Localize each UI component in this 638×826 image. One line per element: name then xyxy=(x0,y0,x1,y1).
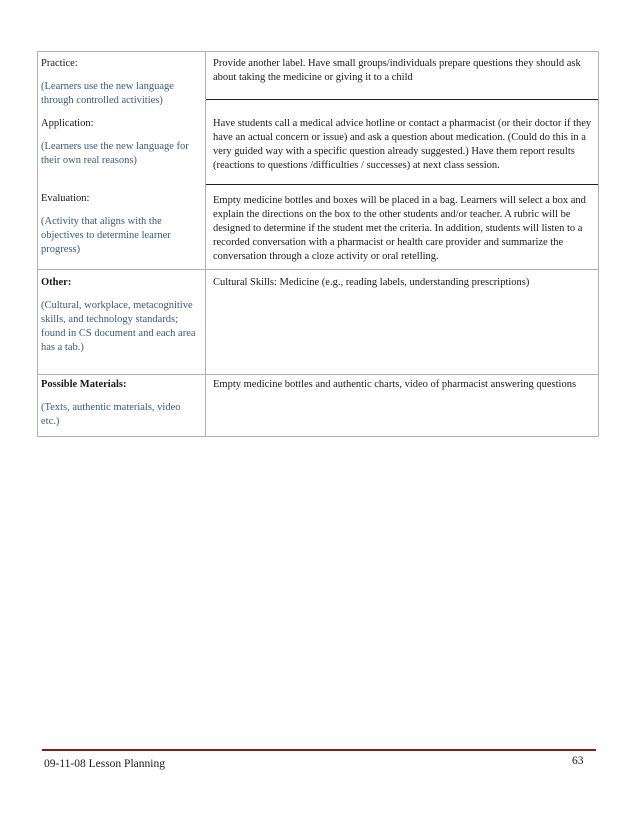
page-number: 63 xyxy=(572,755,584,767)
lesson-plan-table xyxy=(37,51,599,437)
column-divider xyxy=(205,52,206,436)
row-label: Possible Materials: xyxy=(41,379,127,390)
row-label-cell xyxy=(41,117,201,168)
row-label: Other: xyxy=(41,277,72,288)
row-label-cell xyxy=(41,276,201,355)
row-label: Practice: xyxy=(41,58,78,69)
row-label: Application: xyxy=(41,118,94,129)
row-description: (Learners use the new language through controlled activities) xyxy=(41,81,174,106)
row-description: (Cultural, workplace, metacognitive skills, and technology standards; found in CS document and each area has a tab.) xyxy=(41,300,196,353)
row-divider xyxy=(206,184,598,185)
row-divider xyxy=(206,99,598,100)
row-description: (Texts, authentic materials, video etc.) xyxy=(41,402,181,427)
row-description: (Activity that aligns with the objectives to determine learner progress) xyxy=(41,216,171,255)
row-label: Evaluation: xyxy=(41,193,90,204)
row-label-cell xyxy=(41,192,201,257)
row-description: (Learners use the new language for their own real reasons) xyxy=(41,141,189,166)
row-content: Provide another label. Have small groups/individuals prepare questions they should ask about taking the medicine or giving it to a child xyxy=(213,58,581,83)
row-content: Cultural Skills: Medicine (e.g., reading labels, understanding prescriptions) xyxy=(213,277,530,288)
footer-rule xyxy=(42,749,596,751)
footer-title: 09-11-08 Lesson Planning xyxy=(44,758,165,770)
row-content: Empty medicine bottles and boxes will be placed in a bag. Learners will select a box and explain the directions on the box to the other students and/or teacher. A rubric will be designed to determine if the student met the criteria. In addition, students will listen to a recorded conversation with a pharmacist or health care provider and summarize the conversation through a cloze activity or oral retelling. xyxy=(213,195,586,262)
row-divider xyxy=(38,374,598,375)
row-label-cell xyxy=(41,57,201,108)
row-content: Empty medicine bottles and authentic charts, video of pharmacist answering questions xyxy=(213,379,577,390)
row-label-cell xyxy=(41,378,201,429)
row-content: Have students call a medical advice hotline or contact a pharmacist (or their doctor if they have an actual concern or issue) and ask a question about medication. (Could do this in a very guided way with a specific question already suggested.) Have them report results (reactions to questions /difficulties / successes) at next class session. xyxy=(213,118,592,171)
row-divider xyxy=(38,269,598,270)
